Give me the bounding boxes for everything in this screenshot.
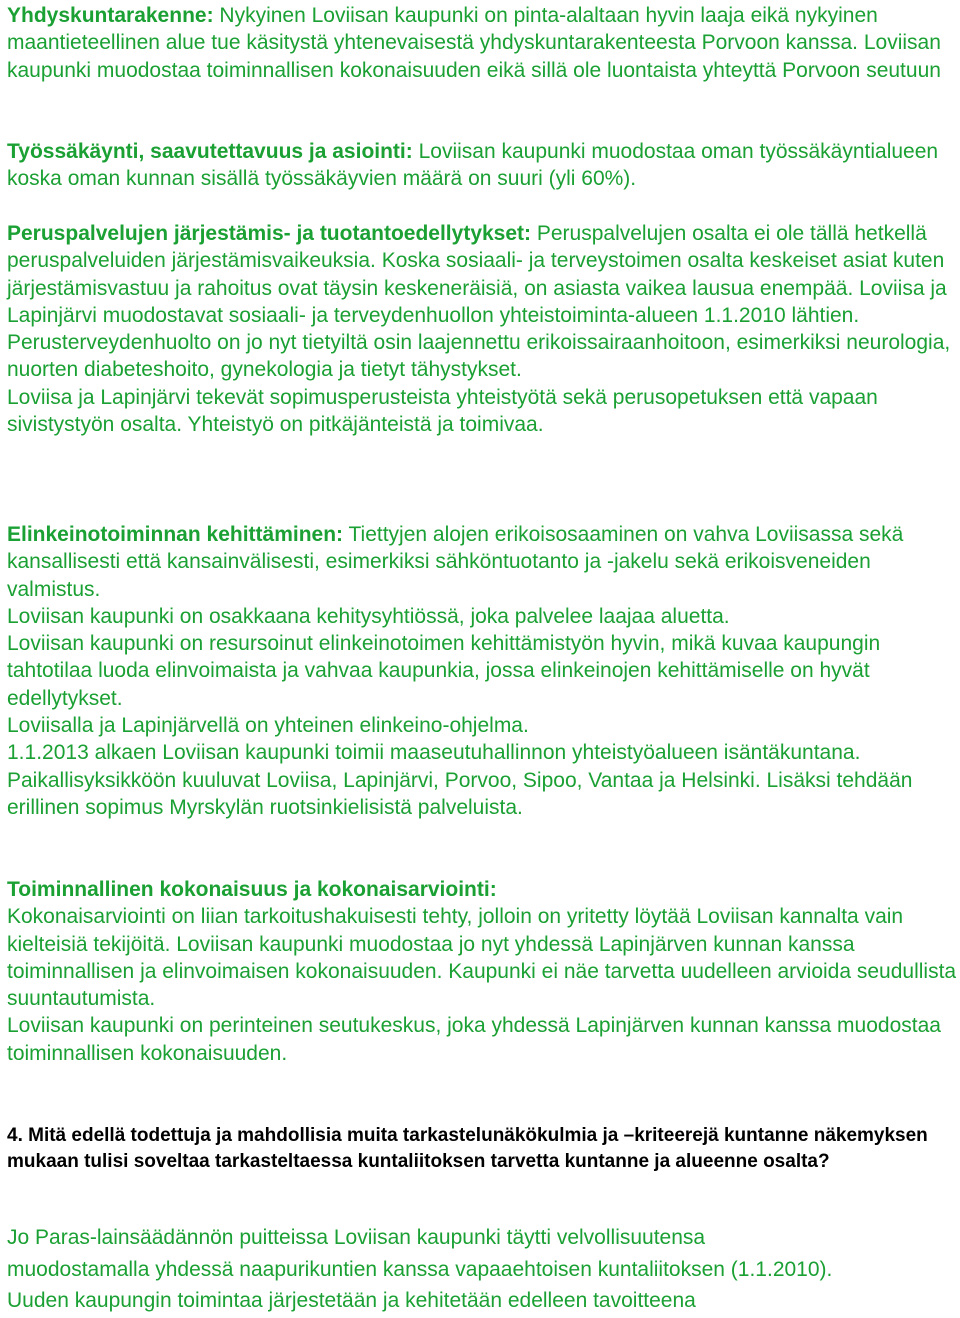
section-elinkeinotoiminta [7, 521, 957, 821]
paragraph: Kokonaisarviointi on liian tarkoitushakuisesti tehty, jolloin on yritetty löytää Loviisan kannalta vain kielteisiä tekijöitä. Loviisan kaupunki muodostaa jo nyt yhdessä Lapinjärven kunnan kanssa toiminnallisen ja elinvoimaisen kokonaisuuden. Kaupunki ei näe tarvetta uudelleen arvioida seudullista suuntautumista. [7, 905, 957, 1011]
question-4: 4. Mitä edellä todettuja ja mahdollisia muita tarkastelunäkökulmia ja –kriteerejä kuntanne näkemyksen mukaan tulisi soveltaa tarkasteltaessa kuntaliitoksen tarvetta kuntanne ja alueenne osalta? [7, 1125, 928, 1172]
section-body: Tiettyjen alojen erikoisosaaminen on vahva Loviisassa sekä kansallisesti että kansainvälisesti, esimerkiksi sähköntuotanto ja -jakelu sekä erikoisveneiden valmistus. [7, 523, 904, 601]
paragraph: Loviisan kaupunki on osakkaana kehitysyhtiössä, joka palvelee laajaa aluetta. [7, 604, 730, 628]
section-yhdyskuntarakenne [7, 2, 957, 84]
answer-line: Jo Paras-lainsäädännön puitteissa Loviisan kaupunki täytti velvollisuutensa [7, 1226, 706, 1249]
section-heading: Työssäkäynti, saavutettavuus ja asiointi: [7, 140, 413, 163]
section-heading-text: Toiminnallinen kokonaisuus ja kokonaisarviointi: [7, 878, 497, 901]
section-heading [7, 876, 957, 903]
paragraph: Loviisan kaupunki on resursoinut elinkeinotoimen kehittämistyön hyvin, mikä kuvaa kaupungin tahtotilaa luoda elinvoimaista ja vahvaa kaupunkia, jossa elinkeinojen kehittämiselle on hyvät edellytykset. [7, 632, 881, 710]
section-body: Nykyinen Loviisan kaupunki on pinta-alaltaan hyvin laaja eikä nykyinen maantieteellinen alue tue käsitystä yhtenevaisestä yhdyskuntarakenteesta Porvoon kanssa. Loviisan kaupunki muodostaa toiminnallisen kokonaisuuden eikä sillä ole luontaista yhteyttä Porvoon seutuun [7, 4, 941, 82]
paragraph: 1.1.2013 alkaen Loviisan kaupunki toimii maaseutuhallinnon yhteistyöalueen isäntäkuntana. Paikallisyksikköön kuuluvat Loviisa, Lapinjärvi, Porvoo, Sipoo, Vantaa ja Helsinki. Lisäksi tehdään erillinen sopimus Myrskylän ruotsinkielisistä palveluista. [7, 741, 913, 819]
section-body: Loviisan kaupunki muodostaa oman työssäkäyntialueen koska oman kunnan sisällä työssäkäyvien määrä on suuri (yli 60%). [7, 140, 939, 191]
section-heading: Yhdyskuntarakenne: [7, 4, 214, 27]
paragraph [7, 220, 960, 384]
paragraph: Loviisa ja Lapinjärvi tekevät sopimusperusteista yhteistyötä sekä perusopetuksen että vapaan sivistystyön osalta. Yhteistyö on pitkäjänteistä ja toimivaa. [7, 385, 878, 437]
section-kokonaisarviointi [7, 876, 957, 1067]
section-body: Peruspalvelujen osalta ei ole tällä hetkellä peruspalveluiden järjestämisvaikeuksia. Koska sosiaali- ja terveystoimen osalta keskeiset asiat kuten järjestämisvastuu ja rahoitus ovat täysin keskeneräisiä, on asiasta vaikea lausua enempää. Loviisa ja Lapinjärvi muodostavat sosiaali- ja terveydenhuollon yhteistoiminta-alueen 1.1.2010 lähtien. Perusterveydenhuolto on jo nyt tietyiltä osin laajennettu erikoissairaanhoitoon, esimerkiksi neurologia, nuorten diabeteshoito, gynekologia ja tietyt tähystykset. [7, 222, 951, 382]
answer-4 [7, 1222, 957, 1317]
paragraph [7, 521, 957, 603]
answer-line: Uuden kaupungin toimintaa järjestetään ja kehitetään edelleen tavoitteena [7, 1289, 696, 1312]
paragraph: Loviisalla ja Lapinjärvellä on yhteinen elinkeino-ohjelma. [7, 714, 529, 738]
paragraph: Loviisan kaupunki on perinteinen seutukeskus, joka yhdessä Lapinjärven kunnan kanssa muodostaa toiminnallisen kokonaisuuden. [7, 1014, 941, 1065]
section-heading: Elinkeinotoiminnan kehittäminen: [7, 523, 344, 546]
answer-line: muodostamalla yhdessä naapurikuntien kanssa vapaaehtoisen kuntaliitoksen (1.1.2010). [7, 1257, 833, 1281]
section-tyossakaynti [7, 138, 957, 193]
section-heading: Peruspalvelujen järjestämis- ja tuotantoedellytykset: [7, 222, 532, 245]
section-peruspalvelut [7, 220, 960, 438]
